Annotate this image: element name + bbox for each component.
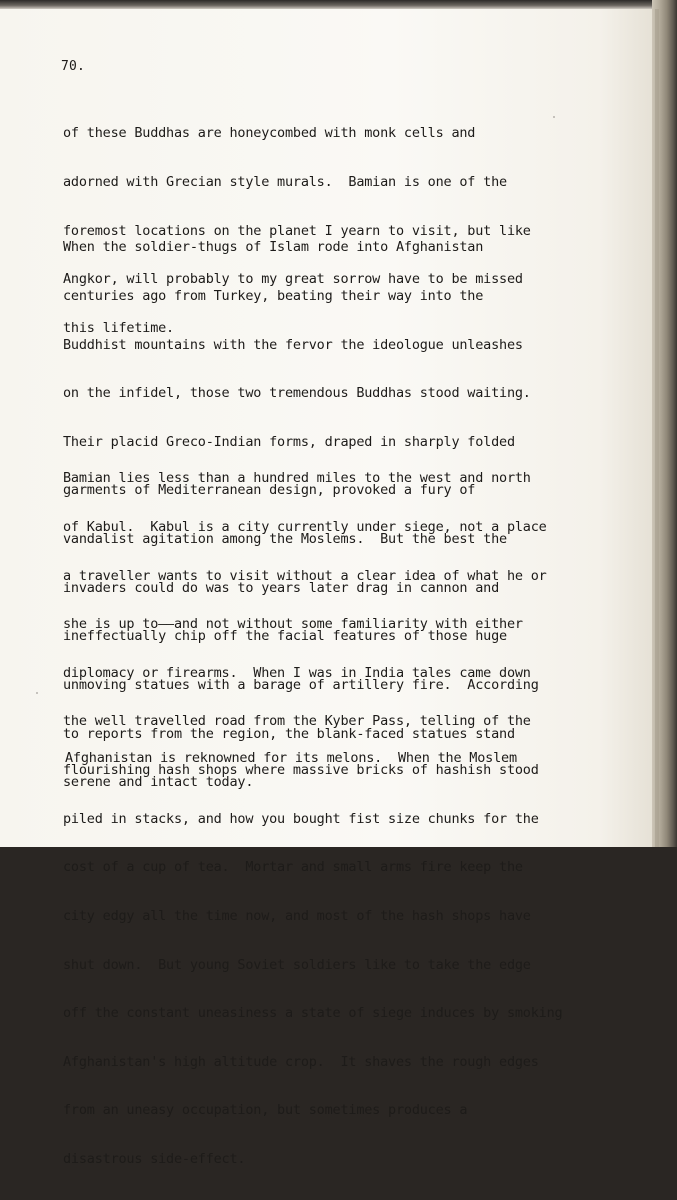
text-line: serene and intact today.: [63, 774, 254, 791]
paper-speck: [36, 692, 38, 694]
text-line: Buddhist mountains with the fervor the ideologue unleashes: [63, 336, 523, 353]
text-line: Their placid Greco-Indian forms, draped in sharply folded: [63, 433, 515, 450]
text-line: vandalist agitation among the Moslems. But the best the: [63, 531, 507, 548]
text-line: adorned with Grecian style murals. Bamian is one of the: [63, 174, 507, 191]
text-line: Afghanistan is reknowned for its melons. When the Moslem: [65, 750, 517, 767]
text-line: off the constant uneasiness a state of siege induces by smoking: [63, 1005, 563, 1022]
text-line: of Kabul. Kabul is a city currently under siege, not a place: [63, 519, 547, 536]
text-line: of these Buddhas are honeycombed with monk cells and: [63, 125, 476, 142]
paragraph-3: [63, 438, 643, 1200]
page-edge-lip: [655, 9, 659, 847]
text-line: the well travelled road from the Kyber Pass, telling of the: [63, 713, 531, 730]
text-line: piled in stacks, and how you bought fist size chunks for the: [63, 810, 539, 827]
text-line: she is up to——and not without some familiarity with either: [63, 616, 523, 633]
page-number: 70.: [61, 59, 86, 74]
text-line: diplomacy or firearms. When I was in India tales came down: [63, 664, 531, 681]
text-line: a traveller wants to visit without a clear idea of what he or: [63, 567, 547, 584]
paragraph-4: [65, 718, 645, 799]
text-line: on the infidel, those two tremendous Buddhas stood waiting.: [63, 385, 531, 402]
text-line: disastrous side-effect.: [63, 1150, 246, 1167]
paper-speck: [553, 116, 555, 118]
text-line: from an uneasy occupation, but sometimes produces a: [63, 1102, 468, 1119]
text-line: ineffectually chip off the facial features of those huge: [63, 628, 507, 645]
text-line: Angkor, will probably to my great sorrow have to be missed: [63, 271, 523, 288]
text-line: shut down. But young Soviet soldiers like to take the edge: [63, 956, 531, 973]
text-line: centuries ago from Turkey, beating their way into the: [63, 288, 484, 305]
text-line: garments of Mediterranean design, provoked a fury of: [63, 482, 476, 499]
text-line: flourishing hash shops where massive bricks of hashish stood: [63, 762, 539, 779]
text-line: Bamian lies less than a hundred miles to the west and north: [63, 470, 531, 487]
text-line: invaders could do was to years later drag in cannon and: [63, 579, 500, 596]
text-line: Afghanistan's high altitude crop. It shaves the rough edges: [63, 1053, 539, 1070]
text-line: to reports from the region, the blank-faced statues stand: [63, 725, 515, 742]
text-line: this lifetime.: [63, 319, 174, 336]
text-line: cost of a cup of tea. Mortar and small arms fire keep the: [63, 859, 523, 876]
text-line: city edgy all the time now, and most of the hash shops have: [63, 907, 531, 924]
text-line: foremost locations on the planet I yearn to visit, but like: [63, 222, 531, 239]
text-line: When the soldier-thugs of Islam rode into Afghanistan: [63, 239, 484, 256]
text-line: unmoving statues with a barage of artillery fire. According: [63, 676, 539, 693]
